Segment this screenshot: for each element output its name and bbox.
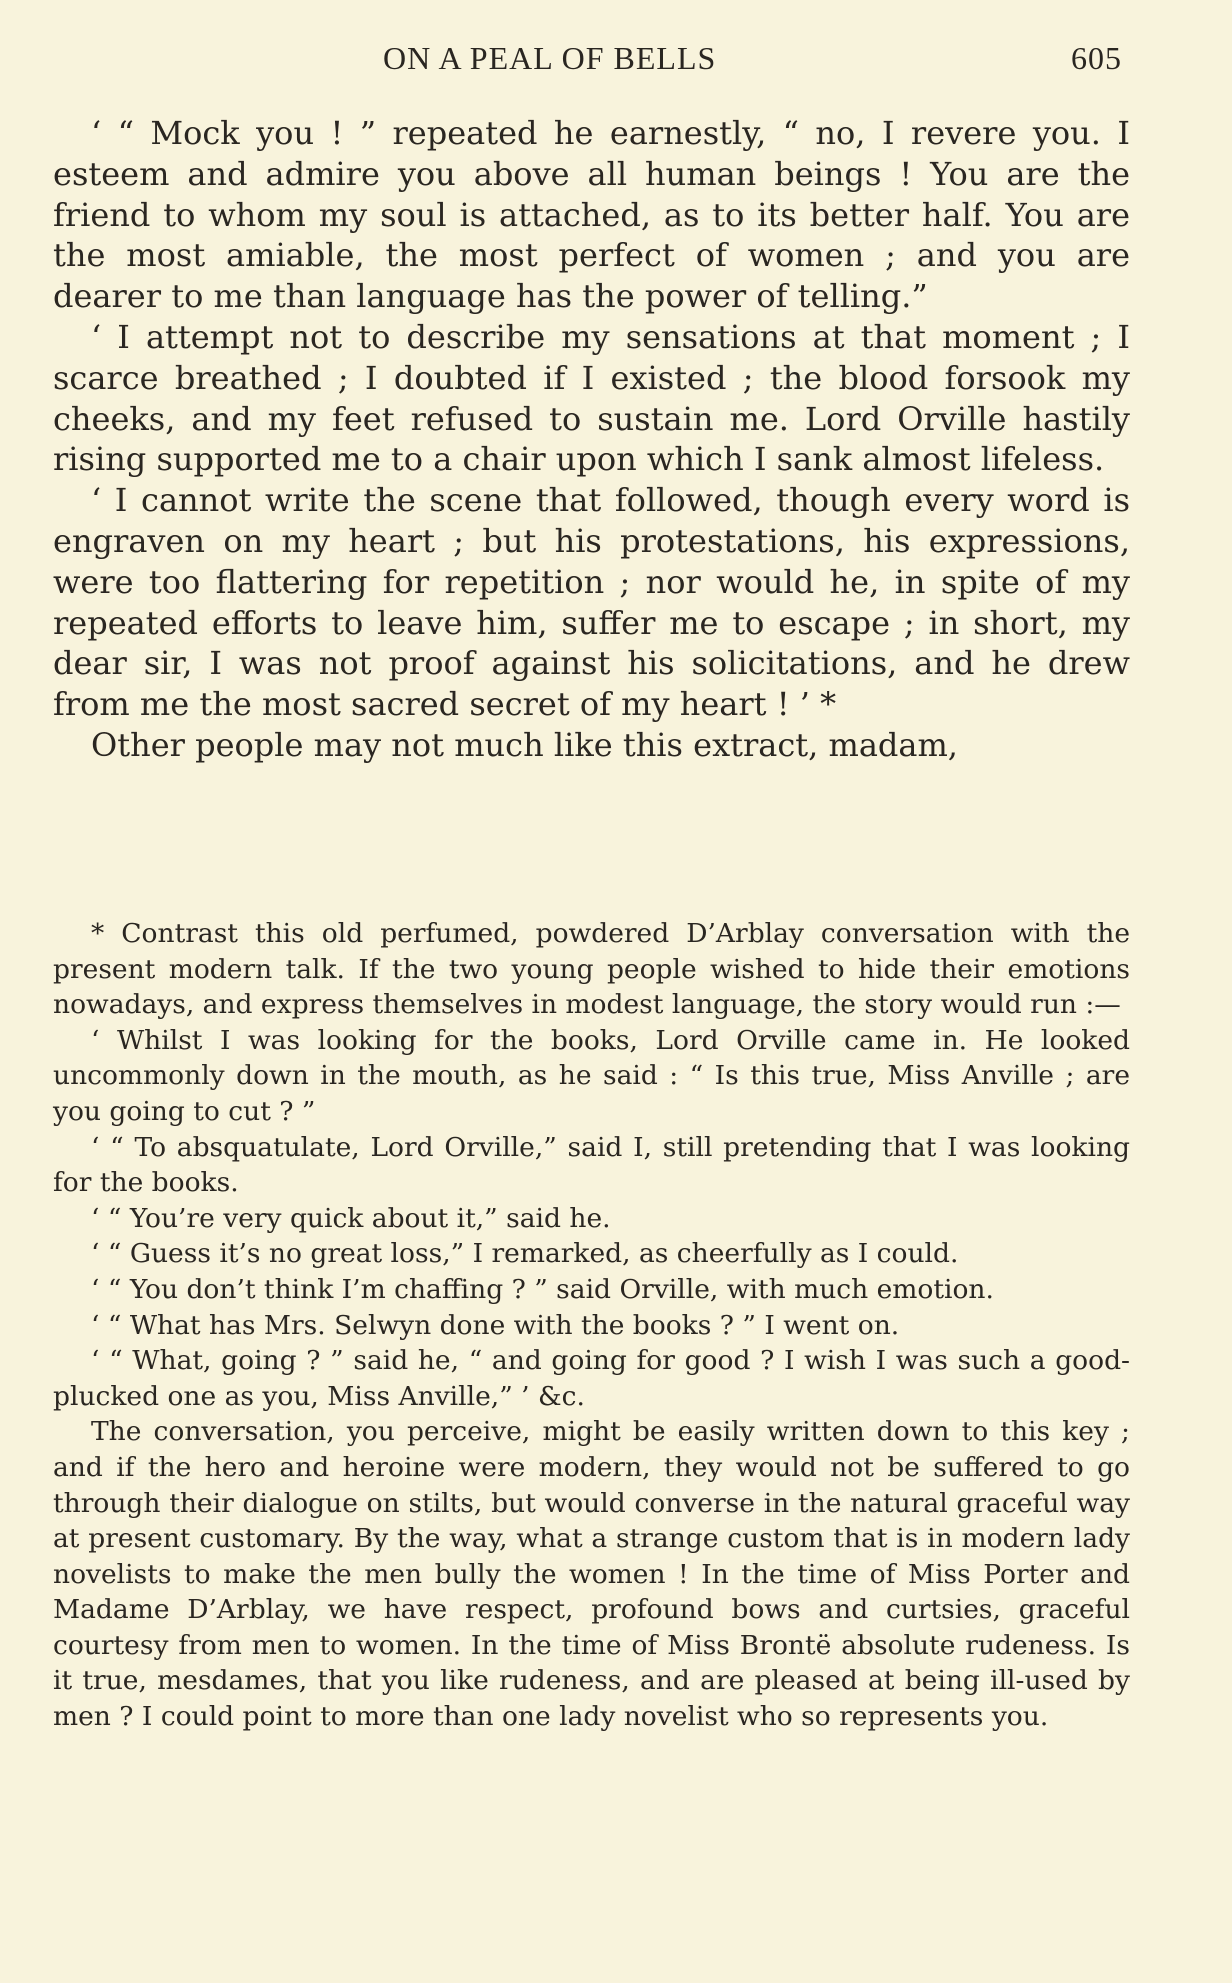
footnote-dialogue-line: ‘ “ What, going ? ” said he, “ and going for good ? I wish I was such a good-plucked one as you, Miss Anville,” ’ &c. [53, 1345, 1130, 1412]
running-head [53, 40, 1130, 84]
footnote-dialogue-line: ‘ “ Guess it’s no great loss,” I remarked, as cheerfully as I could. [91, 1238, 959, 1270]
paragraph-sensations: ‘ I attempt not to describe my sensations at that moment ; I scarce breathed ; I doubted if I existed ; the blood forsook my cheeks, and my feet refused to sustain me. Lord Orville hastily rising supported me to a chair upon which I sank almost lifeless. [53, 317, 1130, 479]
footnote-intro: * Contrast this old perfumed, powdered D’Arblay conversation with the present modern talk. If the two young people wished to hide their emotions nowadays, and express themselves in modest language, the story would run :— [53, 918, 1130, 1021]
paragraph-scene: ‘ I cannot write the scene that followed, though every word is engraven on my heart ; but his protestations, his expressions, were too flattering for repetition ; nor would he, in spite of my repeated efforts to leave him, suffer me to escape ; in short, my dear sir, I was not proof against his solicitations, and he drew from me the most sacred secret of my heart ! ’ * [53, 481, 1130, 724]
footnote-commentary: The conversation, you perceive, might be easily written down to this key ; and if the hero and heroine were modern, they would not be suffered to go through their dialogue on stilts, but would converse in the natural graceful way at present customary. By the way, what a strange custom that is in modern lady novelists to make the men bully the women ! In the time of Miss Porter and Madame D’Arblay, we have respect, profound bows and curtsies, graceful courtesy from men to women. In the time of Miss Brontë absolute rudeness. Is it true, mesdames, that you like rudeness, and are pleased at being ill-used by men ? I could point to more than one lady novelist who so represents you. [53, 1416, 1130, 1733]
main-text [53, 113, 1130, 766]
page-number: 605 [1071, 40, 1122, 76]
footnote-dialogue-line: ‘ “ To absquatulate, Lord Orville,” said I, still pretending that I was looking for the books. [53, 1131, 1130, 1199]
paragraph-proposal-quote: ‘ “ Mock you ! ” repeated he earnestly, “ no, I revere you. I esteem and admire you above all human beings ! You are the friend to whom my soul is attached, as to its better half. You are the most amiable, the most perfect of women ; and you are dearer to me than language has the power of telling.” [53, 114, 1130, 316]
footnote-dialogue-line: ‘ “ You don’t think I’m chaffing ? ” said Orville, with much emotion. [91, 1273, 994, 1305]
book-page [53, 0, 1130, 1983]
footnote-dialogue-line: ‘ Whilst I was looking for the books, Lord Orville came in. He looked uncommonly down in the mouth, as he said : “ Is this true, Miss Anville ; are you going to cut ? ” [53, 1024, 1130, 1127]
running-title: ON A PEAL OF BELLS [383, 40, 717, 76]
footnote-dialogue-line: ‘ “ You’re very quick about it,” said he. [91, 1202, 611, 1234]
footnote [53, 916, 1130, 1735]
paragraph-other-people: Other people may not much like this extract, madam, [91, 725, 958, 764]
footnote-dialogue-line: ‘ “ What has Mrs. Selwyn done with the books ? ” I went on. [91, 1309, 900, 1341]
